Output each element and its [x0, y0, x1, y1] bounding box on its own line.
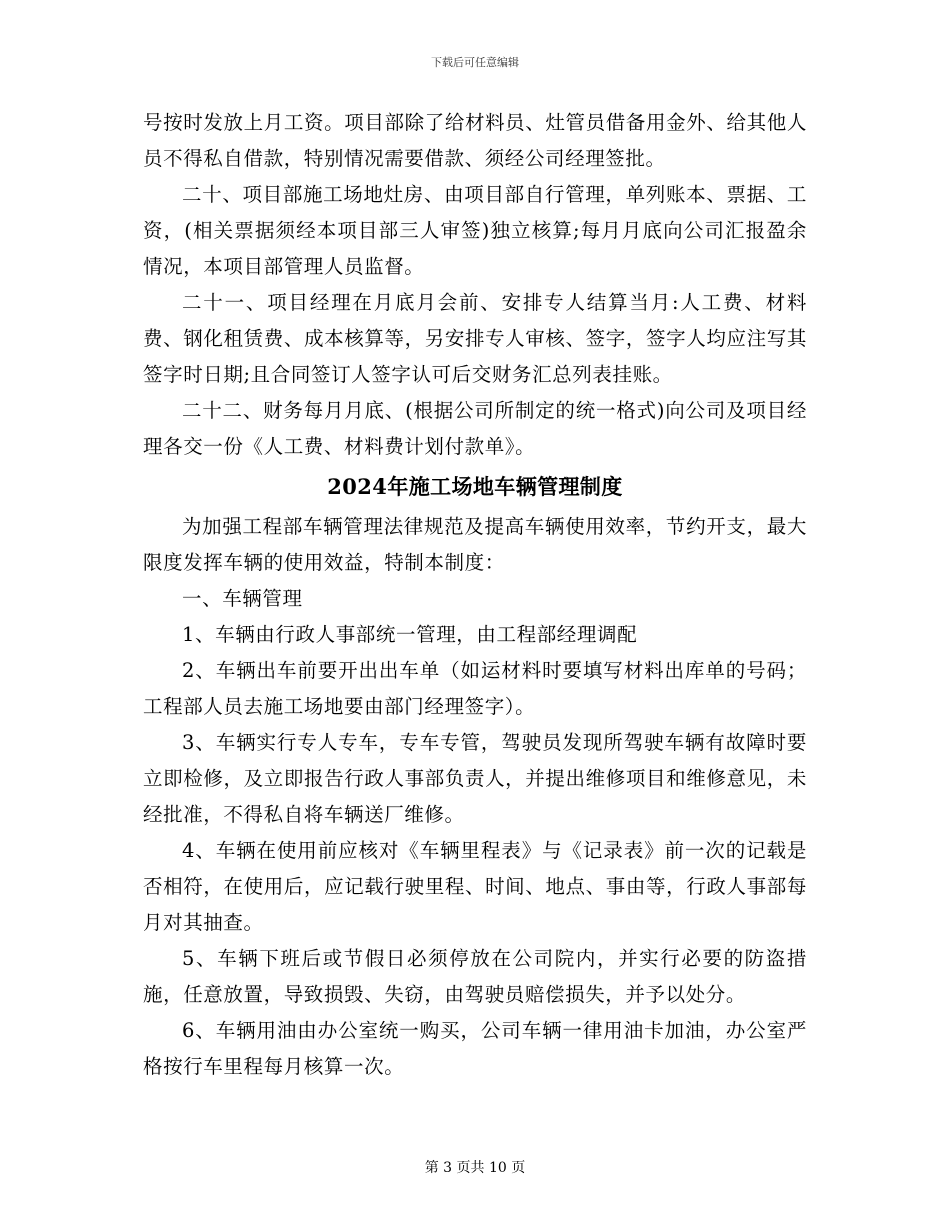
page-header: 下载后可任意编辑	[431, 56, 519, 69]
document-body	[143, 105, 807, 1085]
section-title: 2024年施工场地车辆管理制度	[327, 474, 623, 499]
subheading-vehicle-management: 一、车辆管理	[182, 587, 303, 610]
paragraph-item-20: 二十、项目部施工场地灶房、由项目部自行管理，单列账本、票据、工资，(相关票据须经本项目部三人审签)独立核算;每月月底向公司汇报盈余情况，本项目部管理人员监督。	[143, 183, 807, 278]
paragraph-rule-1: 1、车辆由行政人事部统一管理，由工程部经理调配	[182, 623, 638, 646]
paragraph-rule-2: 2、车辆出车前要开出出车单（如运材料时要填写材料出库单的号码；工程部人员去施工场地要由部门经理签字）。	[143, 659, 807, 718]
paragraph-rule-6: 6、车辆用油由办公室统一购买，公司车辆一律用油卡加油，办公室严格按行车里程每月核算一次。	[143, 1019, 807, 1078]
paragraph-continuation: 号按时发放上月工资。项目部除了给材料员、灶管员借备用金外、给其他人员不得私自借款，特别情况需要借款、须经公司经理签批。	[143, 111, 807, 170]
page-footer: 第 3 页共 10 页	[424, 1160, 526, 1176]
paragraph-item-21: 二十一、项目经理在月底月会前、安排专人结算当月:人工费、材料费、钢化租赁费、成本核算等，另安排专人审核、签字，签字人均应注写其签字时日期;且合同签订人签字认可后交财务汇总列表挂账。	[143, 291, 807, 386]
paragraph-intro: 为加强工程部车辆管理法律规范及提高车辆使用效率，节约开支，最大限度发挥车辆的使用效益，特制本制度：	[143, 515, 807, 574]
paragraph-rule-5: 5、车辆下班后或节假日必须停放在公司院内，并实行必要的防盗措施，任意放置，导致损毁、失窃，由驾驶员赔偿损失，并予以处分。	[143, 947, 807, 1006]
paragraph-rule-4: 4、车辆在使用前应核对《车辆里程表》与《记录表》前一次的记载是否相符，在使用后，应记载行驶里程、时间、地点、事由等，行政人事部每月对其抽查。	[143, 839, 807, 934]
paragraph-item-22: 二十二、财务每月月底、(根据公司所制定的统一格式)向公司及项目经理各交一份《人工费、材料费计划付款单》。	[143, 399, 807, 458]
paragraph-rule-3: 3、车辆实行专人专车，专车专管，驾驶员发现所驾驶车辆有故障时要立即检修，及立即报告行政人事部负责人，并提出维修项目和维修意见，未经批准，不得私自将车辆送厂维修。	[143, 731, 807, 826]
